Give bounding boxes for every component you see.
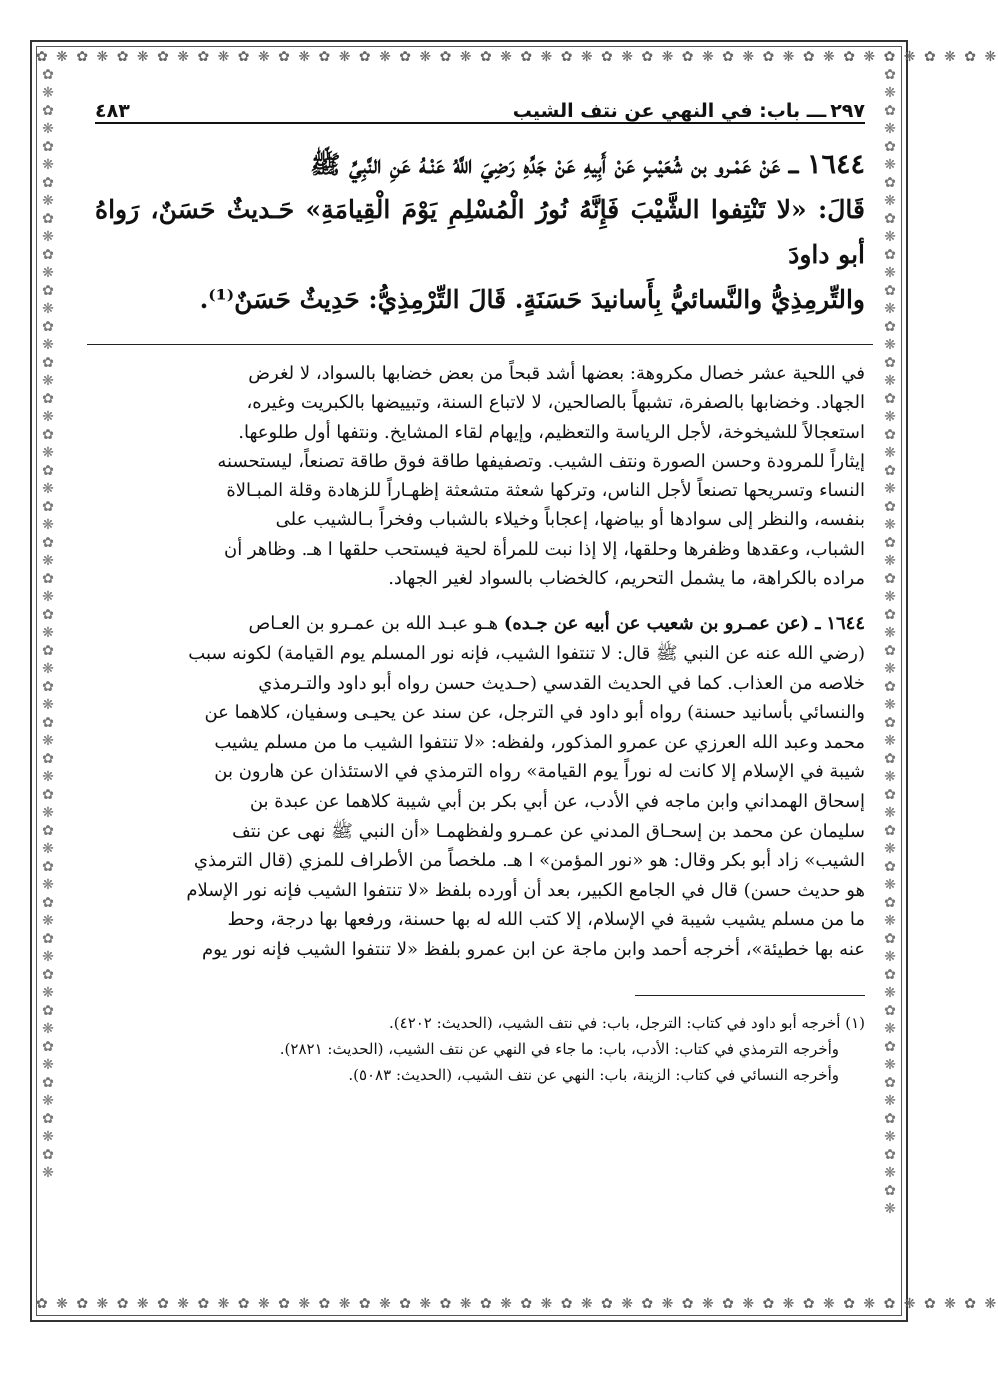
commentary-line: استعجالاً للشيخوخة، لأجل الرياسة والتعظيم، وإيهام لقاء المشايخ. ونتفها أول طلوعها. (238, 421, 865, 443)
footnote-line: وأخرجه النسائي في كتاب: الزينة، باب: النهي عن نتف الشيب، (الحديث: ٥٠٨٣). (348, 1065, 839, 1084)
commentary-line: مراده بالكراهة، ما يشمل التحريم، كالخضاب بالسواد لغير الجهاد. (388, 568, 865, 590)
border-ornament-right: ✿ ❋ ✿ ❋ ✿ ❋ ✿ ❋ ✿ ❋ ✿ ❋ ✿ ❋ ✿ ❋ ✿ ❋ ✿ ❋ ✿ ❋ ✿ ❋ ✿ ❋ ✿ ❋ ✿ ❋ ✿ ❋ ✿ ❋ ✿ ❋ ✿ ❋ ✿ ❋ ✿ ❋ ✿ ❋ ✿ ❋ ✿ ❋ ✿ ❋ ✿ ❋ ✿ ❋ ✿ ❋ ✿ ❋ ✿ ❋ ✿ ❋ ✿ ❋ (884, 67, 896, 1217)
commentary-line: في اللحية عشر خصال مكروهة: بعضها أشد قبحاً من بعض خضابها بالسواد، لا لغرض (248, 363, 865, 384)
explanation-line: خلاصه من العذاب. كما في الحديث القدسي (حـديث حسن رواه أبو داود والتـرمذي (258, 672, 865, 694)
footnote-divider (635, 995, 865, 996)
commentary-line: إيثاراً للمرودة وحسن الصورة ونتف الشيب. وتصفيفها طاقة فوق طاقة تصنعاً، ليستحسنه (217, 450, 865, 472)
page-number: ٤٨٣ (95, 100, 130, 122)
explanation-line: الشيب» زاد أبو بكر وقال: هو «نور المؤمن» ا هـ. ملخصاً من الأطراف للمزي (قال الترمذي (193, 850, 865, 872)
chapter-heading (509, 100, 865, 122)
explanation-line: سليمان عن محمد بن إسحـاق المدني عن عمـرو ولفظهمـا «أن النبي ﷺ نهى عن نتف (232, 820, 865, 842)
border-ornament-left: ✿ ❋ ✿ ❋ ✿ ❋ ✿ ❋ ✿ ❋ ✿ ❋ ✿ ❋ ✿ ❋ ✿ ❋ ✿ ❋ ✿ ❋ ✿ ❋ ✿ ❋ ✿ ❋ ✿ ❋ ✿ ❋ ✿ ❋ ✿ ❋ ✿ ❋ ✿ ❋ ✿ ❋ ✿ ❋ ✿ ❋ ✿ ❋ ✿ ❋ ✿ ❋ ✿ ❋ ✿ ❋ ✿ ❋ ✿ ❋ ✿ ❋ (42, 67, 54, 1181)
hadith-number: ١٦٤٤ (806, 149, 865, 180)
explanation-block (95, 609, 865, 964)
hadith-line: والتِّرمِذِيُّ والنَّسائيُّ بِأَسانيدَ حَسَنَةٍ. قَالَ التِّرْمِذِيُّ: حَدِيثٌ حَسَنٌ⁽¹⁾. (199, 285, 865, 314)
explanation-line: (رضي الله عنه عن النبي ﷺ قال: لا تنتفوا الشيب، فإنه نور المسلم يوم القيامة) لكونه سبب (188, 642, 865, 664)
footnote-line: (١) أخرجه أبو داود في كتاب: الترجل، باب: في نتف الشيب، (الحديث: ٤٢٠٢). (389, 1013, 865, 1032)
chapter-number: ٢٩٧ (830, 100, 865, 122)
explanation-line: محمد وعبد الله العرزي عن عمرو المذكور، ولفظه: «لا تنتفوا الشيب ما من مسلم يشيب (214, 731, 865, 753)
explanation-line: والنسائي بأسانيد حسنة) رواه أبو داود في الترجل، عن سند عن يحيـى وسفيان، كلاهما عن (204, 702, 865, 724)
border-ornament-top: ✿ ❋ ✿ ❋ ✿ ❋ ✿ ❋ ✿ ❋ ✿ ❋ ✿ ❋ ✿ ❋ ✿ ❋ ✿ ❋ ✿ ❋ ✿ ❋ ✿ ❋ ✿ ❋ ✿ ❋ ✿ ❋ ✿ ❋ ✿ ❋ ✿ ❋ ✿ ❋ ✿ ❋ ✿ ❋ ✿ ❋ ✿ ❋ (36, 49, 998, 65)
border-ornament-bottom: ✿ ❋ ✿ ❋ ✿ ❋ ✿ ❋ ✿ ❋ ✿ ❋ ✿ ❋ ✿ ❋ ✿ ❋ ✿ ❋ ✿ ❋ ✿ ❋ ✿ ❋ ✿ ❋ ✿ ❋ ✿ ❋ ✿ ❋ ✿ ❋ ✿ ❋ ✿ ❋ ✿ ❋ ✿ ❋ ✿ ❋ ✿ ❋ (36, 1296, 998, 1312)
hadith-line: قَالَ: «لا تَنْتِفوا الشَّيْبَ فَإِنَّهُ نُورُ الْمُسْلِمِ يَوْمَ الْقِيامَةِ» حَـديثٌ حَسَنٌ، رَواهُ أبو داودَ (95, 195, 865, 269)
explanation-lead-rest: هـو عبـد الله بن عمـرو بن العـاص (248, 613, 499, 635)
explanation-line (95, 609, 865, 639)
explanation-line: هو حديث حسن) قال في الجامع الكبير، بعد أن أورده بلفظ «لا تنتفوا الشيب فإنه نور الإسلام (186, 879, 865, 901)
commentary-line: الجهاد. وخضابها بالصفرة، تشبهاً بالصالحين، لا لاتباع السنة، وتبييضها بالكبريت وغيره، (246, 392, 865, 414)
footnote-line: وأخرجه الترمذي في كتاب: الأدب، باب: ما جاء في النهي عن نتف الشيب، (الحديث: ٢٨٢١). (279, 1039, 839, 1058)
chapter-title: ـــ باب: في النهي عن نتف الشيب (512, 100, 827, 122)
commentary-block (95, 359, 865, 593)
footnotes (95, 1010, 865, 1088)
section-divider (87, 344, 873, 345)
explanation-line: عنه بها خطيئة»، أخرجه أحمد وابن ماجة عن ابن عمرو بلفظ «لا تنتفوا الشيب فإنه نور يوم (201, 938, 865, 960)
commentary-line: الشباب، وعقدها وظفرها وحلقها، إلا إذا نبت للمرأة لحية فيستحب حلقها ا هـ. وظاهر أن (223, 538, 865, 560)
explanation-line: ما من مسلم يشيب شيبة في الإسلام، إلا كتب الله له بها حسنة، ورفعها بها درجة، وحط (227, 909, 865, 931)
commentary-line: بنفسه، والنظر إلى سوادها أو بياضها، إعجاباً وخيلاء بالشباب وفخراً بـالشيب على (275, 509, 865, 531)
explanation-lead: ـ (عن عمـرو بن شعيب عن أبيه عن جـده) (503, 613, 821, 635)
explanation-number: ١٦٤٤ (826, 613, 865, 635)
page-content (95, 88, 865, 1088)
hadith-line: ـــ عَنْ عَمْـرو بن شُعَيْبٍ عَنْ أَبِيهِ عَنْ جَدِّهِ رَضِيَ اللَّهُ عَنْـهُ عَنِ النَّبِيِّ ﷺ (310, 150, 799, 179)
running-header (95, 88, 865, 124)
explanation-line: إسحاق الهمداني وابن ماجه في الأدب، عن أبي بكر بن أبي شيبة كلاهما عن عبدة بن (249, 790, 865, 812)
hadith-text (95, 142, 865, 322)
commentary-line: النساء وتسريحها تصنعاً لأجل الناس، وتركها شعثة متشعثة إظهـاراً للزهادة وقلة المبـالاة (226, 480, 865, 502)
explanation-line: شيبة في الإسلام إلا كانت له نوراً يوم القيامة» رواه الترمذي في الاستئذان عن هارون بن (214, 761, 865, 783)
